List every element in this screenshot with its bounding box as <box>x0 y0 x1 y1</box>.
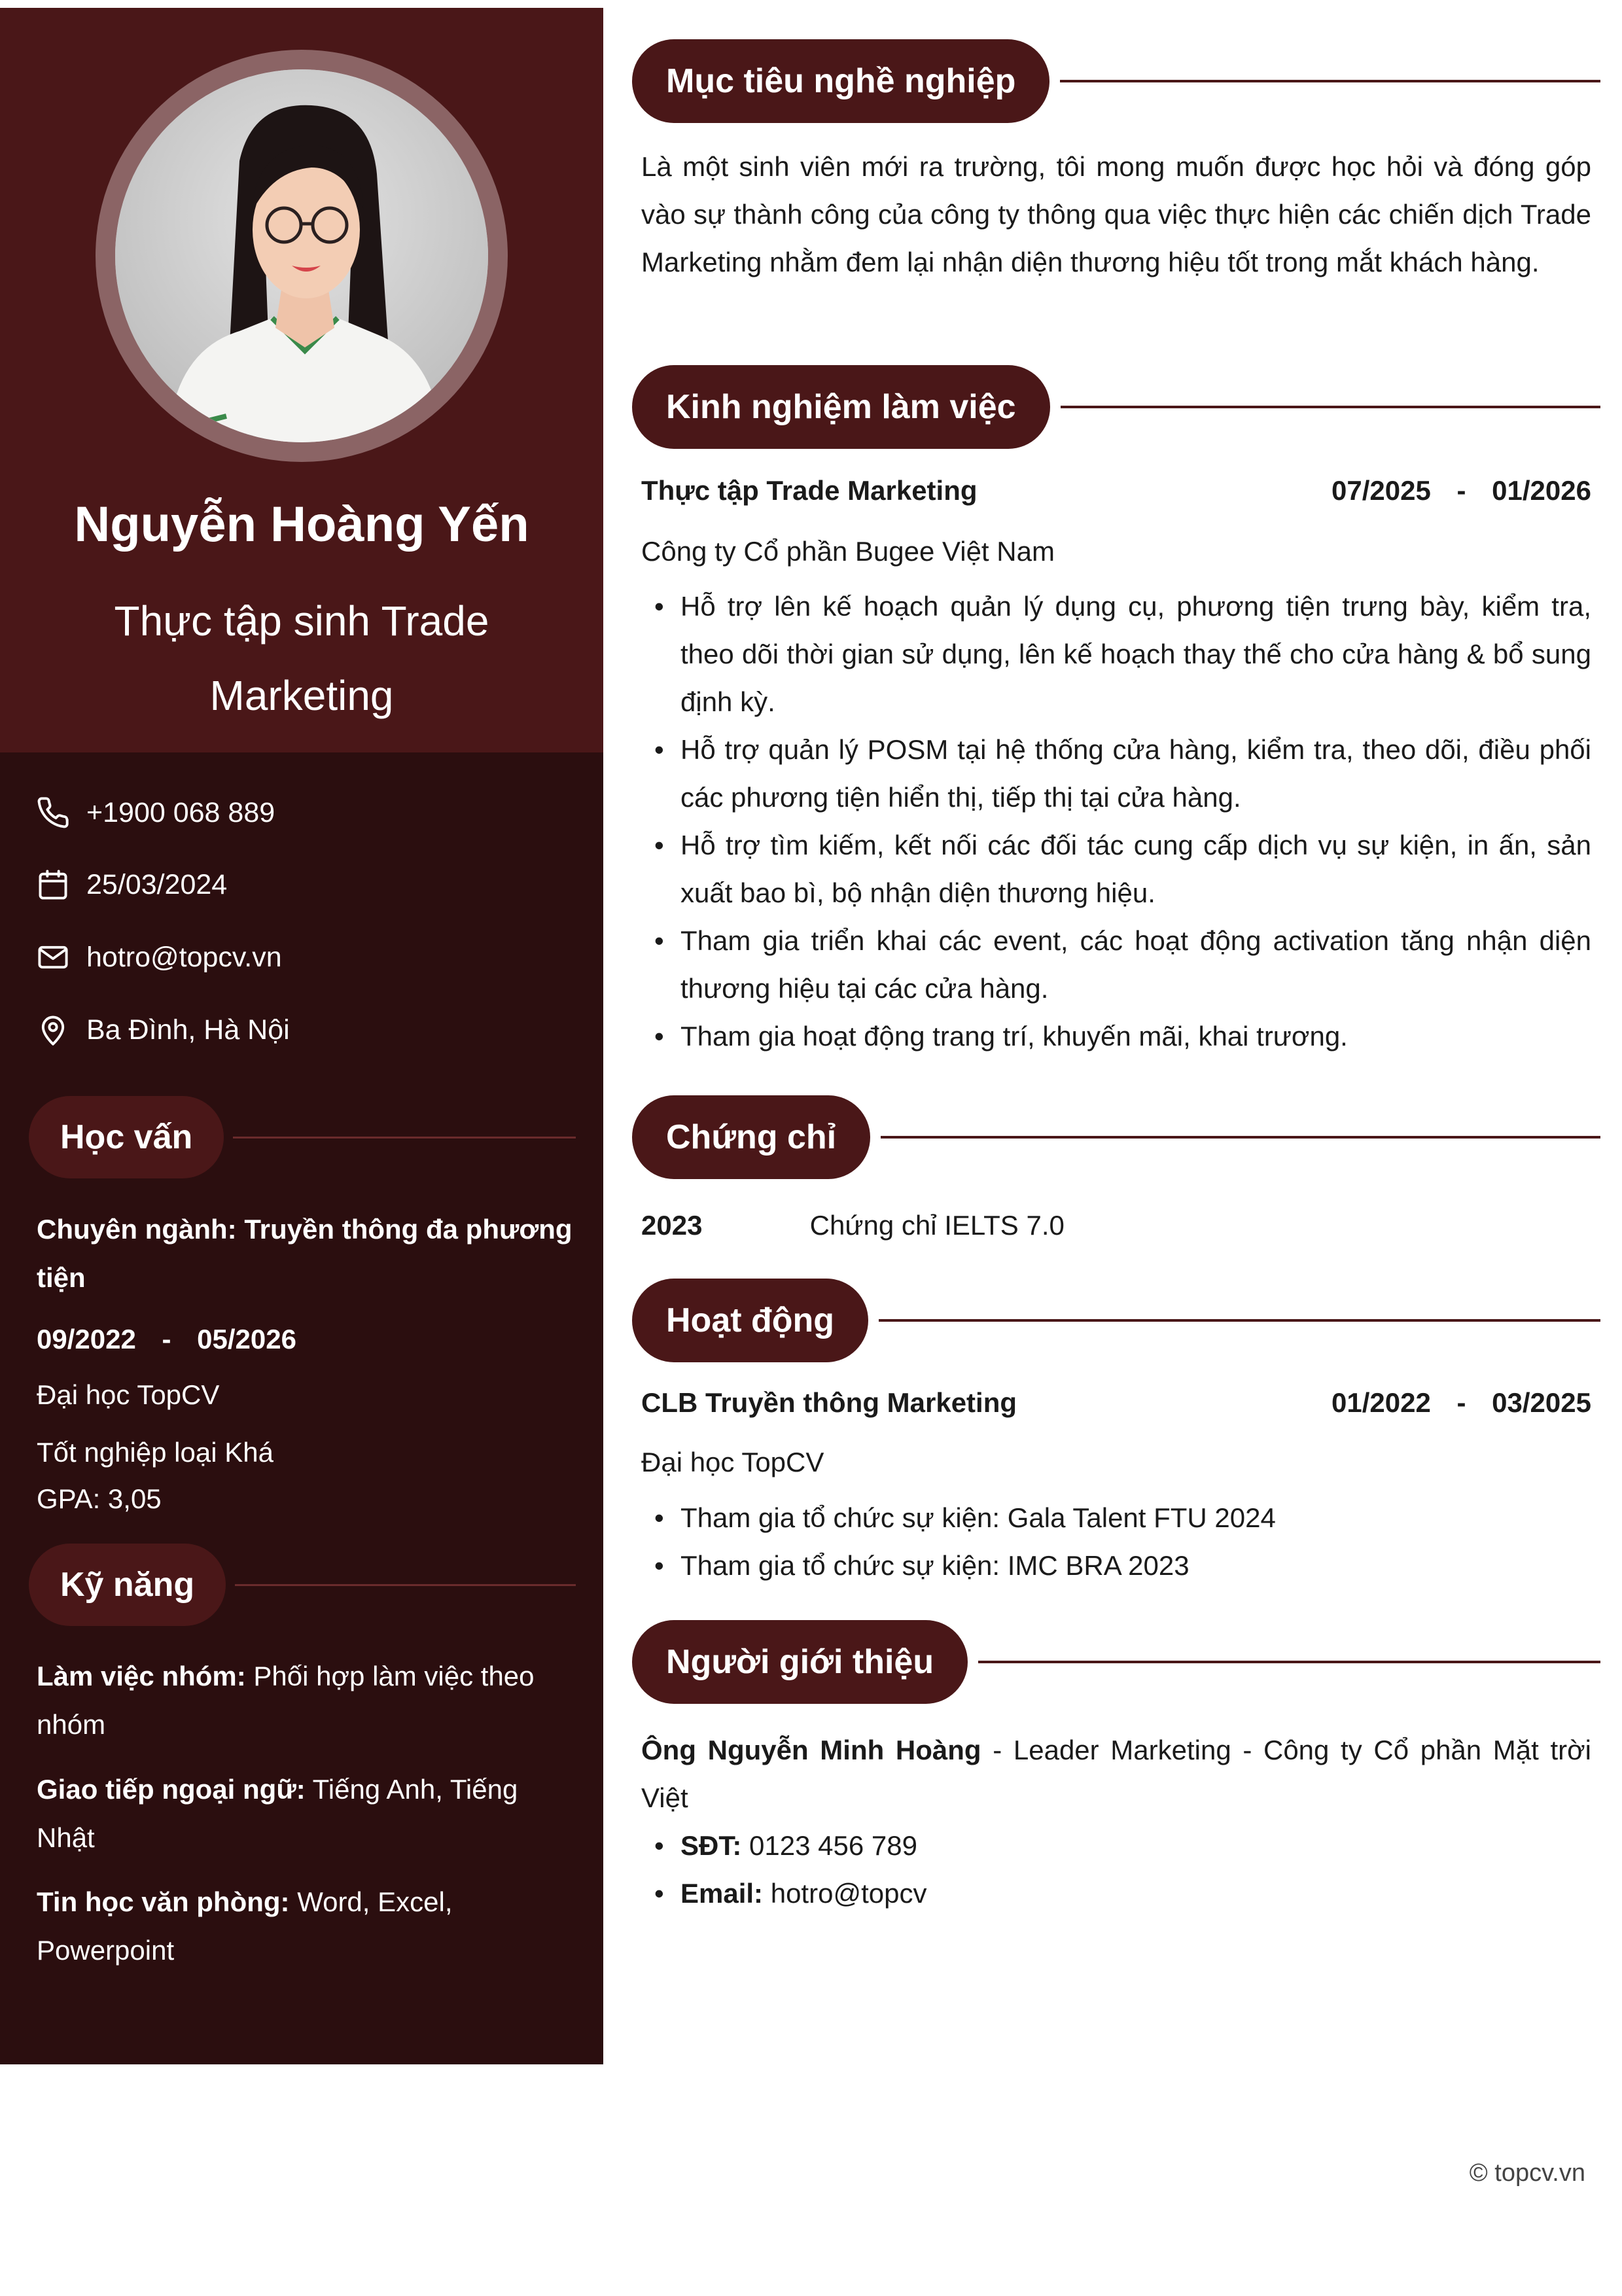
reference-email-value: hotro@topcv <box>763 1878 927 1909</box>
activity-bullets <box>654 1494 1591 1589</box>
skill-item <box>37 1878 580 1975</box>
activity-period <box>1331 1387 1591 1419</box>
activity-title-row <box>641 1387 1591 1419</box>
full-name: Nguyễn Hoàng Yến <box>74 497 529 552</box>
heading-divider <box>881 1136 1600 1139</box>
major-value: Truyền thông đa phương tiện <box>37 1214 573 1293</box>
contact-phone <box>34 790 275 836</box>
heading-divider <box>978 1661 1600 1663</box>
list-item: • Tham gia hoạt động trang trí, khuyến mãi, khai trương. <box>654 1012 1591 1060</box>
avatar <box>115 69 488 442</box>
calendar-icon <box>34 866 72 904</box>
education-major <box>37 1205 580 1302</box>
contact-email <box>34 934 282 980</box>
contact-address <box>34 1007 290 1053</box>
heading-divider <box>1061 406 1600 408</box>
skill-label: Giao tiếp ngoại ngữ: <box>37 1774 306 1805</box>
list-item: • Tham gia triển khai các event, các hoạt động activation tăng nhận diện thương hiệu tại các cửa hàng. <box>654 917 1591 1012</box>
certificates-heading-label: Chứng chỉ <box>632 1095 870 1179</box>
profile-header <box>0 8 603 752</box>
experience-company: Công ty Cổ phần Bugee Việt Nam <box>641 536 1055 567</box>
activities-heading-label: Hoạt động <box>632 1279 868 1362</box>
heading-divider <box>235 1584 576 1586</box>
reference-phone-value: 0123 456 789 <box>741 1830 917 1861</box>
activity-place: Đại học TopCV <box>641 1447 824 1477</box>
skill-value: Word, Excel, Powerpoint <box>37 1886 453 1966</box>
contact-birthday <box>34 862 227 908</box>
certificate-row <box>641 1201 1591 1249</box>
experience-dash: - <box>1456 475 1466 506</box>
skill-label: Làm việc nhóm: <box>37 1661 246 1691</box>
experience-start: 07/2025 <box>1331 475 1431 506</box>
sidebar <box>0 8 603 2064</box>
skill-item <box>37 1652 580 1749</box>
experience-title-row <box>641 475 1591 506</box>
skill-item <box>37 1765 580 1862</box>
list-item: • Hỗ trợ lên kế hoạch quản lý dụng cụ, phương tiện trưng bày, kiểm tra, theo dõi thời gian sử dụng, lên kế hoạch thay thế cho cửa hàng & bổ sung định kỳ. <box>654 582 1591 726</box>
reference-email-label: Email: <box>680 1878 764 1909</box>
education-heading <box>29 1096 576 1178</box>
education-end: 05/2026 <box>197 1324 296 1354</box>
skills-heading-label: Kỹ năng <box>29 1544 226 1626</box>
phone-icon <box>34 794 72 832</box>
list-item: • Hỗ trợ tìm kiếm, kết nối các đối tác cung cấp dịch vụ sự kiện, in ấn, sản xuất bao bì, bộ nhận diện thương hiệu. <box>654 821 1591 917</box>
email-text: hotro@topcv.vn <box>86 941 282 973</box>
birthday-text: 25/03/2024 <box>86 868 228 900</box>
certificate-name: Chứng chỉ IELTS 7.0 <box>809 1210 1065 1241</box>
skill-label: Tin học văn phòng: <box>37 1886 290 1917</box>
reference-name: Ông Nguyễn Minh Hoàng <box>641 1735 981 1765</box>
activity-dash: - <box>1456 1387 1466 1418</box>
education-grade: Tốt nghiệp loại Khá <box>37 1437 273 1468</box>
address-text: Ba Đình, Hà Nội <box>86 1014 290 1046</box>
experience-period <box>1331 475 1591 506</box>
copyright: © topcv.vn <box>1469 2159 1585 2187</box>
activity-start: 01/2022 <box>1331 1387 1431 1418</box>
reference-detail: - Leader Marketing - Công ty Cổ phần Mặt trời Việt <box>641 1735 1591 1813</box>
skills-heading <box>29 1544 576 1626</box>
activity-end: 03/2025 <box>1492 1387 1591 1418</box>
references-heading-label: Người giới thiệu <box>632 1620 968 1704</box>
heading-divider <box>1060 80 1600 82</box>
skill-value: Tiếng Anh, Tiếng Nhật <box>37 1774 518 1853</box>
reference-contacts <box>654 1822 1591 1917</box>
list-item: • Tham gia tổ chức sự kiện: IMC BRA 2023 <box>654 1542 1591 1589</box>
reference-phone-label: SĐT: <box>680 1830 742 1861</box>
education-school: Đại học TopCV <box>37 1379 220 1410</box>
objective-heading-label: Mục tiêu nghề nghiệp <box>632 39 1049 123</box>
experience-heading-label: Kinh nghiệm làm việc <box>632 365 1050 449</box>
certificates-heading <box>632 1095 1600 1179</box>
experience-end: 01/2026 <box>1492 475 1591 506</box>
list-item: • Hỗ trợ quản lý POSM tại hệ thống cửa hàng, kiểm tra, theo dõi, điều phối các phương tiện hiển thị, tiếp thị tại cửa hàng. <box>654 726 1591 821</box>
certificate-year: 2023 <box>641 1210 703 1241</box>
heading-divider <box>233 1137 576 1139</box>
phone-text: +1900 068 889 <box>86 796 275 828</box>
avatar-ring <box>96 50 508 462</box>
references-heading <box>632 1620 1600 1704</box>
experience-heading <box>632 365 1600 449</box>
list-item: • Tham gia tổ chức sự kiện: Gala Talent FTU 2024 <box>654 1494 1591 1542</box>
heading-divider <box>879 1319 1600 1322</box>
education-dash: - <box>162 1324 171 1354</box>
major-label: Chuyên ngành: <box>37 1214 237 1245</box>
location-icon <box>34 1011 72 1049</box>
objective-text: Là một sinh viên mới ra trường, tôi mong muốn được học hỏi và đóng góp vào sự thành công của công ty thông qua việc thực hiện các chiến dịch Trade Marketing nhằm đem lại nhận diện thương hiệu tốt trong mắt khách hàng. <box>641 151 1591 277</box>
reference-phone <box>654 1822 1591 1869</box>
education-period <box>37 1315 580 1364</box>
activities-heading <box>632 1279 1600 1362</box>
education-start: 09/2022 <box>37 1324 136 1354</box>
skill-value: Phối hợp làm việc theo nhóm <box>37 1661 535 1740</box>
reference-email <box>654 1869 1591 1917</box>
education-heading-label: Học vấn <box>29 1096 224 1178</box>
mail-icon <box>34 938 72 976</box>
activity-org: CLB Truyền thông Marketing <box>641 1387 1017 1418</box>
objective-heading <box>632 39 1600 123</box>
reference-person <box>641 1726 1591 1822</box>
experience-role: Thực tập Trade Marketing <box>641 475 978 506</box>
job-title: Thực tập sinh Trade Marketing <box>114 597 489 719</box>
experience-bullets <box>654 582 1591 1060</box>
education-gpa: GPA: 3,05 <box>37 1483 162 1514</box>
